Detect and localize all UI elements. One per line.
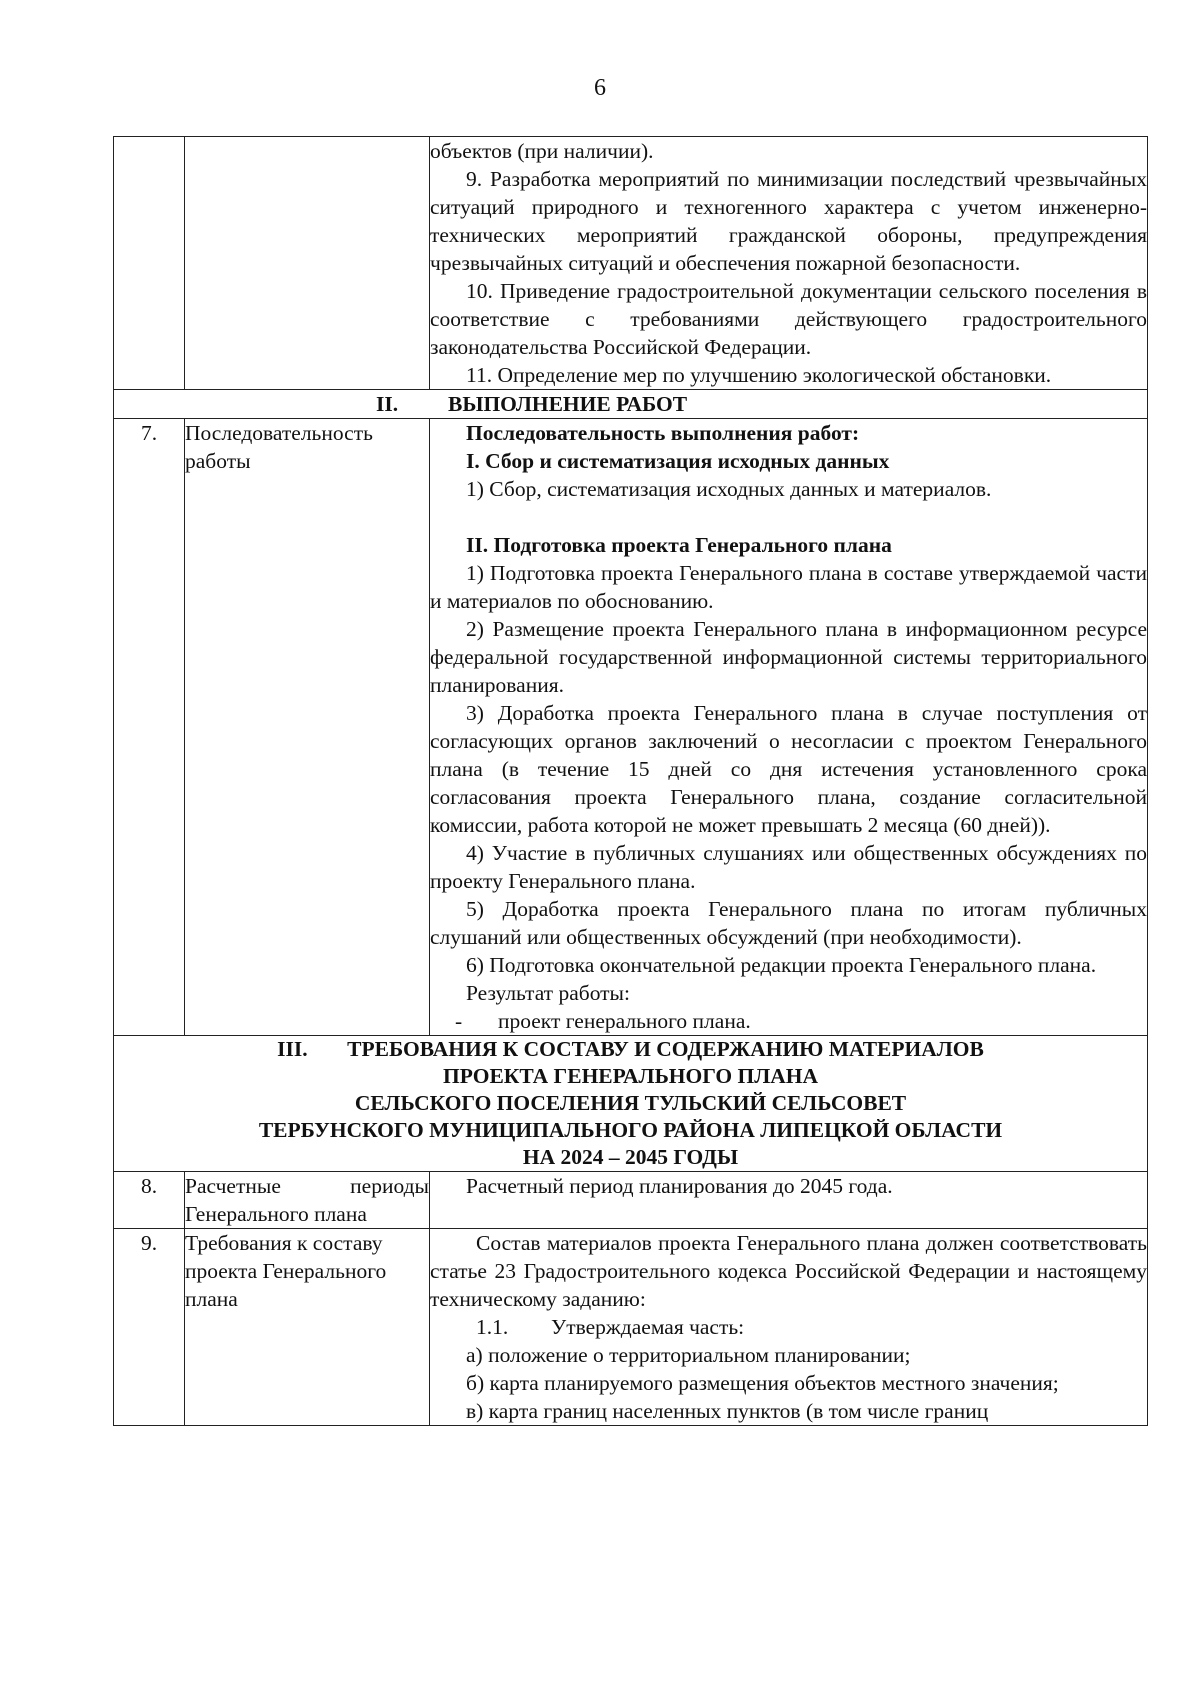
spacer — [430, 503, 1147, 531]
section-header-cell — [114, 390, 1148, 419]
section-title-text: ВЫПОЛНЕНИЕ РАБОТ — [448, 392, 688, 416]
subsection-title-text: Утверждаемая часть: — [551, 1315, 745, 1339]
list-item: 1) Сбор, систематизация исходных данных и материалов. — [466, 477, 992, 501]
table-row — [114, 1172, 1148, 1229]
section-title-line: ПРОЕКТА ГЕНЕРАЛЬНОГО ПЛАНА — [443, 1064, 818, 1088]
table-row — [114, 1229, 1148, 1426]
paragraph-continuation: объектов (при наличии). — [430, 139, 654, 163]
section-header-row — [114, 1036, 1148, 1172]
row-name: Требования к составу проекта Генерального плана — [185, 1229, 430, 1426]
subsection-number: 1.1. — [476, 1315, 509, 1339]
terms-of-reference-table — [113, 136, 1148, 1426]
section-title-line: III. ТРЕБОВАНИЯ К СОСТАВУ И СОДЕРЖАНИЮ МАТЕРИАЛОВ — [277, 1037, 984, 1061]
row-content-cell — [430, 1172, 1148, 1229]
paragraph-heading: Последовательность выполнения работ: — [466, 421, 860, 445]
row-number-cell — [114, 137, 185, 390]
paragraph: Состав материалов проекта Генерального плана должен соответствовать статье 23 Градостроительного кодекса Российской Федерации и настоящему техническому заданию: — [430, 1231, 1147, 1311]
paragraph: Расчетный период планирования до 2045 года. — [466, 1174, 893, 1198]
list-item: а) положение о территориальном планировании; — [466, 1343, 911, 1367]
row-content-cell — [430, 1229, 1148, 1426]
stage-title: II. Подготовка проекта Генерального плана — [466, 533, 892, 557]
row-name-cell — [185, 137, 430, 390]
row-number: 8. — [114, 1172, 185, 1229]
page-number: 6 — [594, 75, 606, 101]
paragraph-item-11: 11. Определение мер по улучшению экологической обстановки. — [466, 363, 1052, 387]
dash-marker: - — [455, 1009, 463, 1033]
paragraph-item-10: 10. Приведение градостроительной документации сельского поселения в соответствие с требованиями действующего градостроительного законодательства Российской Федерации. — [430, 279, 1147, 359]
section-title-line: СЕЛЬСКОГО ПОСЕЛЕНИЯ ТУЛЬСКИЙ СЕЛЬСОВЕТ — [354, 1091, 907, 1115]
list-item: 2) Размещение проекта Генерального плана в информационном ресурсе федеральной государственной информационной системы территориального планирования. — [430, 617, 1147, 697]
result-item-text: проект генерального плана. — [498, 1009, 751, 1033]
result-item — [430, 1007, 1147, 1035]
row-content-cell — [430, 137, 1148, 390]
section-title — [114, 390, 1147, 418]
row-number: 9. — [114, 1229, 185, 1426]
section-header-cell — [114, 1036, 1148, 1172]
row-number: 7. — [114, 419, 185, 1036]
section-roman: III. — [277, 1037, 308, 1061]
list-item: 5) Доработка проекта Генерального плана по итогам публичных слушаний или общественных обсуждений (при необходимости). — [430, 897, 1147, 949]
section-roman: II. — [376, 392, 399, 416]
table-row-continuation — [114, 137, 1148, 390]
list-item: 3) Доработка проекта Генерального плана в случае поступления от согласующих органов заключений о несогласии с проектом Генерального плана (в течение 15 дней со дня истечения установленного срока согласования проекта Генерального плана, создание согласительной комиссии, работа которой не может превышать 2 месяца (60 дней)). — [430, 701, 1147, 837]
table-row — [114, 419, 1148, 1036]
list-item: б) карта планируемого размещения объектов местного значения; — [466, 1371, 1059, 1395]
row-name: Последовательность работы — [185, 419, 430, 1036]
section-header-row — [114, 390, 1148, 419]
row-content-cell — [430, 419, 1148, 1036]
row-name: Расчетные периоды Генерального плана — [185, 1172, 430, 1229]
section-title — [114, 1036, 1147, 1171]
list-item: в) карта границ населенных пунктов (в том числе границ — [466, 1399, 989, 1423]
list-item: 6) Подготовка окончательной редакции проекта Генерального плана. — [466, 953, 1097, 977]
section-title-line: НА 2024 – 2045 ГОДЫ — [522, 1145, 739, 1169]
subsection-title — [430, 1313, 1147, 1341]
stage-title: I. Сбор и систематизация исходных данных — [466, 449, 890, 473]
list-item: 1) Подготовка проекта Генерального плана в составе утверждаемой части и материалов по обоснованию. — [430, 561, 1147, 613]
list-item: 4) Участие в публичных слушаниях или общественных обсуждениях по проекту Генерального плана. — [430, 841, 1147, 893]
section-title-line: ТЕРБУНСКОГО МУНИЦИПАЛЬНОГО РАЙОНА ЛИПЕЦКОЙ ОБЛАСТИ — [258, 1118, 1003, 1142]
paragraph-item-9: 9. Разработка мероприятий по минимизации последствий чрезвычайных ситуаций природного и техногенного характера с учетом инженерно-технических мероприятий гражданской обороны, предупреждения чрезвычайных ситуаций и обеспечения пожарной безопасности. — [430, 167, 1147, 275]
result-label: Результат работы: — [466, 981, 630, 1005]
